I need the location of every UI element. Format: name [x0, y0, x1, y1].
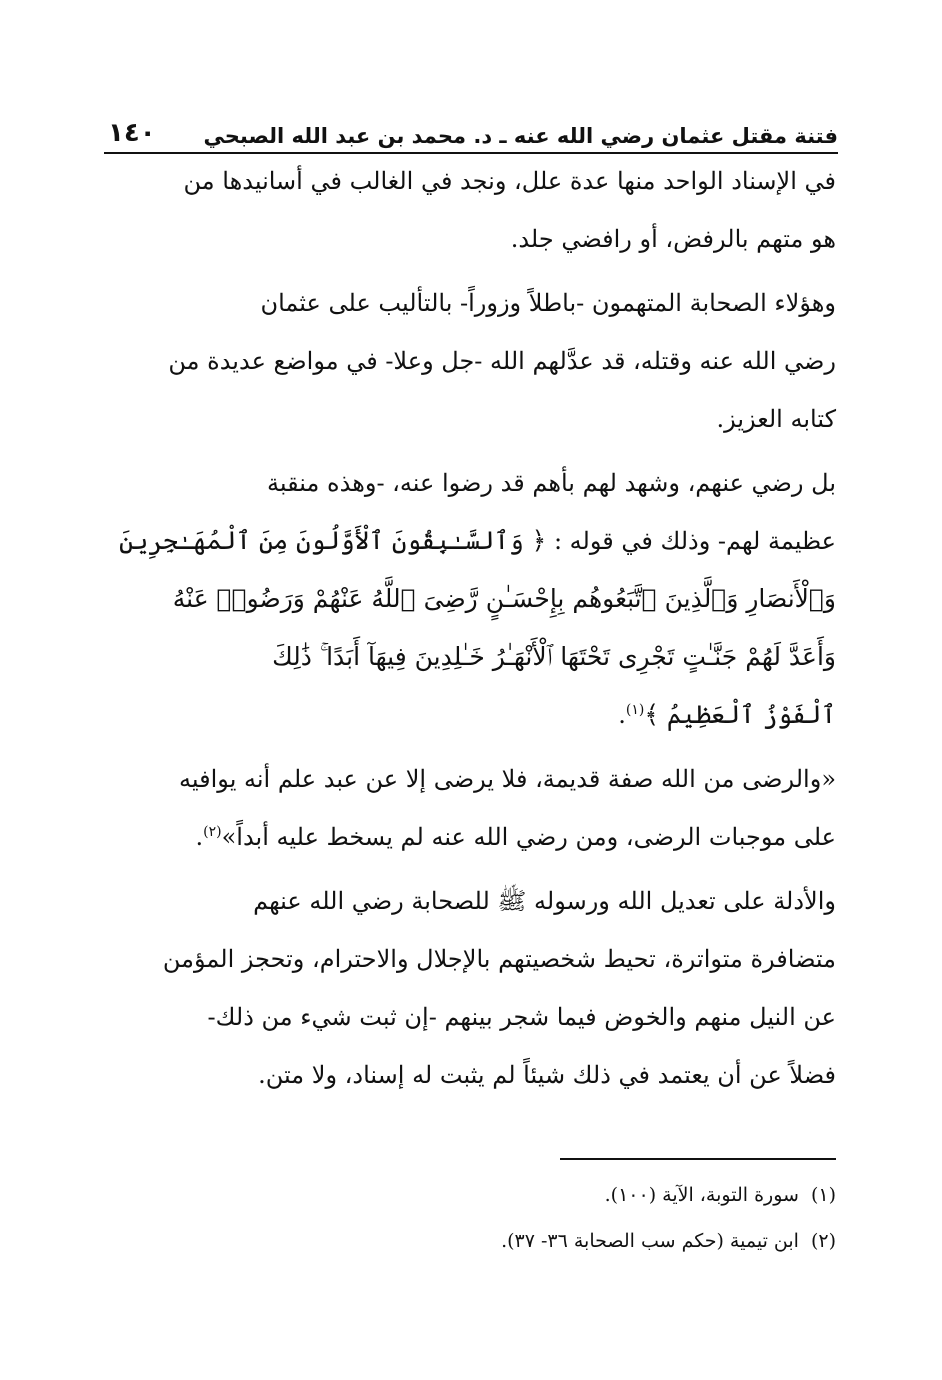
- footnote-2: [380, 1218, 836, 1264]
- text-line: عن النيل منهم والخوض فيما شجر بينهم -إن ثبت شيء من ذلك-: [207, 1003, 836, 1031]
- paragraph-3: [106, 454, 836, 744]
- period: .: [618, 701, 626, 729]
- footnote-text: ابن تيمية (حكم سب الصحابة ٣٦- ٣٧).: [501, 1230, 799, 1252]
- text-line: فضلاً عن أن يعتمد في ذلك شيئاً لم يثبت له إسناد، ولا متن.: [258, 1061, 836, 1089]
- quran-verse-line: ٱلْفَوْزُ ٱلْعَظِيمُ ﴾: [644, 700, 836, 729]
- body-text: [106, 152, 836, 1110]
- paragraph-4: [106, 750, 836, 866]
- period: .: [195, 823, 204, 851]
- text-line: هو متهم بالرفض، أو رافضي جلد.: [510, 225, 836, 253]
- text-line: بل رضي عنهم، وشهد لهم بأهم قد رضوا عنه، -وهذه منقبة: [267, 469, 836, 497]
- paragraph-1: [106, 152, 836, 268]
- page-number: ١٤٠: [108, 118, 156, 148]
- text-line: والأدلة على تعديل الله ورسوله ﷺ للصحابة رضي الله عنهم: [253, 887, 836, 915]
- footnote-ref-1[interactable]: (١): [625, 702, 645, 718]
- quran-verse-line: وَأَعَدَّ لَهُمْ جَنَّـٰتٍ تَجْرِى تَحْتَهَا ٱلْأَنْهَـٰرُ خَـٰلِدِينَ فِيهَآ أَبَدًا ۚ ذَٰلِكَ: [272, 642, 836, 671]
- footnote-ref-2[interactable]: (٢): [203, 824, 222, 840]
- text-line: في الإسناد الواحد منها عدة علل، ونجد في الغالب في أسانيدها من: [183, 167, 836, 195]
- footnotes: [380, 1172, 836, 1264]
- text-line: على موجبات الرضى، ومن رضي الله عنه لم يسخط عليه أبداً»: [221, 823, 836, 851]
- footnote-1: [380, 1172, 836, 1218]
- paragraph-5: [106, 872, 836, 1104]
- text-line: متضافرة متواترة، تحيط شخصيتهم بالإجلال والاحترام، وتحجز المؤمن: [162, 945, 836, 973]
- text-line: «والرضى من الله صفة قديمة، فلا يرضى إلا عن عبد علم أنه يوافيه: [179, 765, 836, 793]
- footnote-number: (٢): [810, 1230, 836, 1252]
- running-header: [104, 112, 838, 154]
- footnote-number: (١): [810, 1184, 836, 1206]
- footnote-separator: [560, 1158, 836, 1160]
- text-line: كتابه العزيز.: [716, 405, 836, 433]
- text-line: عظيمة لهم- وذلك في قوله :: [553, 527, 836, 555]
- footnote-text: سورة التوبة، الآية (١٠٠).: [604, 1184, 799, 1206]
- quran-verse-line: وَٱلْأَنصَارِ وَٱلَّذِينَ ٱتَّبَعُوهُم بِإِحْسَـٰنٍ رَّضِىَ ٱللَّهُ عَنْهُمْ وَرَضُوا۟ عَنْهُ: [172, 584, 836, 613]
- text-line: وهؤلاء الصحابة المتهمون -باطلاً وزوراً- بالتأليب على عثمان: [260, 289, 836, 317]
- paragraph-2: [106, 274, 836, 448]
- running-title: فتنة مقتل عثمان رضي الله عنه ـ د. محمد بن عبد الله الصبحي: [203, 124, 838, 148]
- text-line: رضي الله عنه وقتله، قد عدَّلهم الله -جل وعلا- في مواضع عديدة من: [168, 347, 836, 375]
- quran-verse-line: ﴿ وَٱلسَّـٰبِقُونَ ٱلْأَوَّلُونَ مِنَ ٱلْمُهَـٰجِرِينَ: [119, 526, 547, 555]
